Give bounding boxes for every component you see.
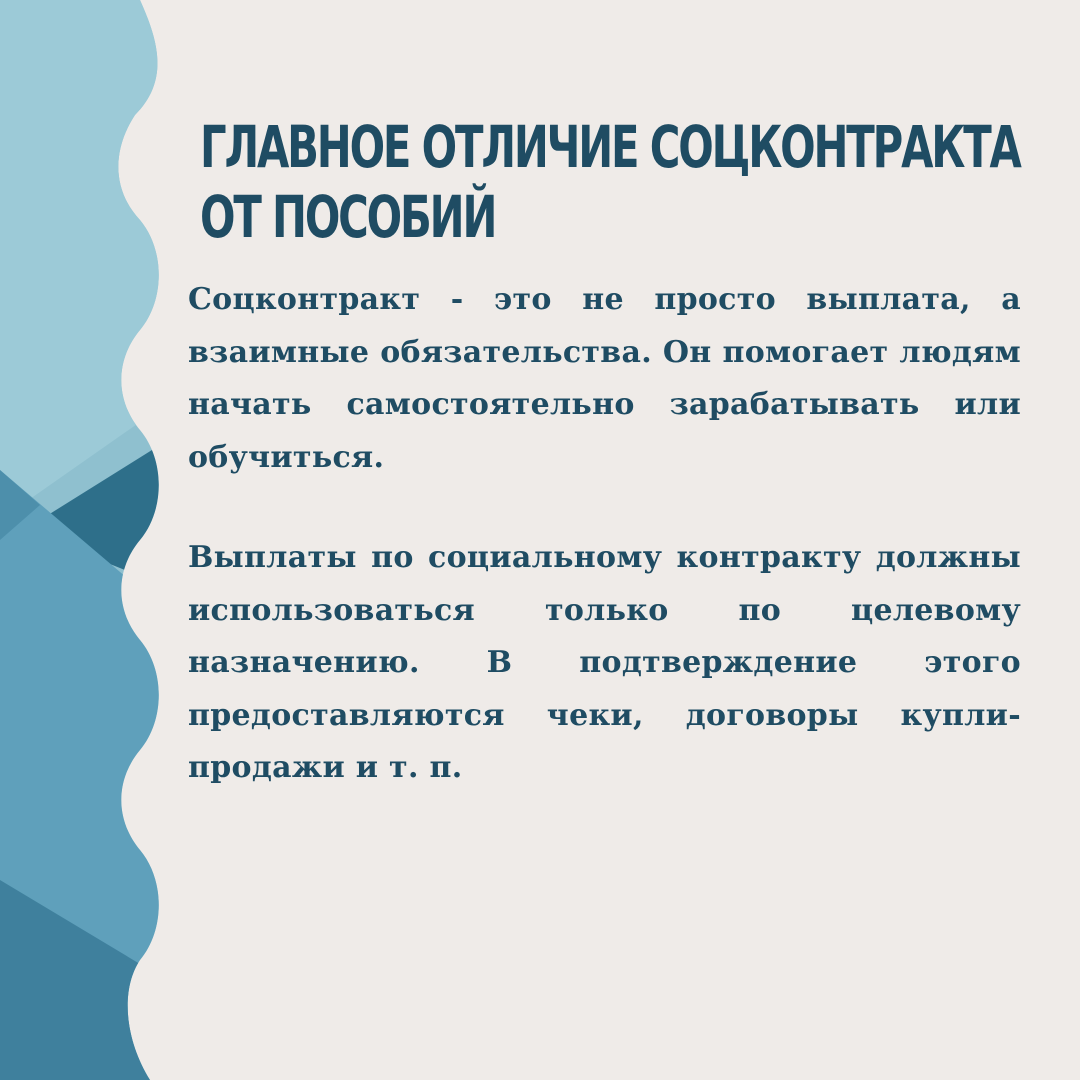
paragraph-definition: Соцконтракт - это не просто выплата, а взаимные обязательства. Он помогает людям начать самостоятельно зарабатывать или обучиться. [188, 282, 1021, 475]
paragraph-payments: Выплаты по социальному контракту должны использоваться только по целевому назначению. В подтверждение этого предоставляются чеки, договоры купли-продажи и т. п. [188, 540, 1021, 785]
slide-title: ГЛАВНОЕ ОТЛИЧИЕ СОЦКОНТРАКТА ОТ ПОСОБИЙ [200, 113, 1020, 251]
paper-sheet-top [0, 0, 200, 520]
